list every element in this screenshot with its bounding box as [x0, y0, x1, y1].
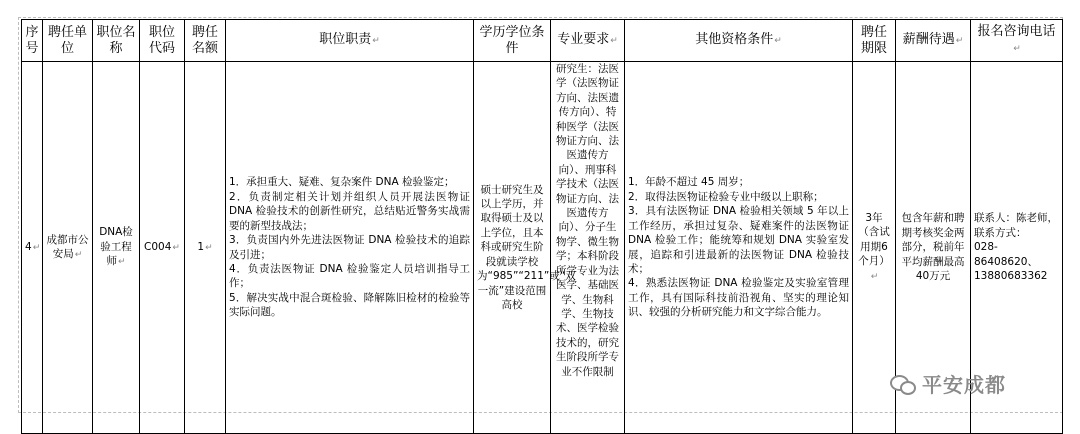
requirement-item: 4．熟悉法医物证 DNA 检验鉴定及实验室管理工作，具有国际科技前沿视角、坚实的理论知识、较强的分析研究能力和文字综合能力。	[628, 277, 849, 319]
watermark	[890, 369, 1006, 398]
header-contact: 报名咨询电话↵	[971, 20, 1063, 62]
contact-phones: 028-86408620、13880683362	[974, 241, 1048, 283]
requirement-item: 3．具有法医物证 DNA 检验相关领域 5 年以上工作经历，承担过复杂、疑难案件的法医物证 DNA 检验工作；能统筹和规划 DNA 实验室发展，追踪和引进最新的法医物证 DNA 检验技术；	[628, 205, 849, 275]
duty-item: 4．负责法医物证 DNA 检验鉴定人员培训指导工作；	[229, 262, 470, 290]
requirement-item: 1．年龄不超过 45 周岁；	[628, 176, 750, 189]
header-salary: 薪酬待遇↵	[896, 20, 971, 62]
duty-item: 3．负责国内外先进法医物证 DNA 检验技术的追踪及引进；	[229, 234, 470, 261]
cell-duties	[226, 62, 474, 434]
header-position: 职位名称	[93, 20, 140, 62]
cell-unit: 成都市公安局↵	[43, 62, 93, 434]
header-code: 职位代码	[140, 20, 185, 62]
cell-major: 研究生：法医学（法医物证方向、法医遗传方向）、特种医学（法医物证方向、法医遗传方向）、刑事科学技术（法医物证方向、法医遗传方向）、分子生物学、微生物学；本科阶段所学专业为法医学、基础医学、生物科学、生物技术、医学检验技术的，研究生阶段所学专业不作限制	[551, 62, 625, 434]
wechat-icon	[890, 374, 916, 394]
cell-position: DNA检验工程师↵	[93, 62, 140, 434]
header-quota: 聘任名额	[185, 20, 226, 62]
cell-education: 硕士研究生及以上学历，并取得硕士及以上学位，且本科或研究生阶段就读学校为“985”“211”或“双一流”建设范围高校	[474, 62, 551, 434]
header-education: 学历学位条件	[474, 20, 551, 62]
requirement-item: 2．取得法医物证检验专业中级以上职称；	[628, 190, 824, 203]
header-other: 其他资格条件↵	[625, 20, 853, 62]
cell-salary: 包含年薪和聘期考核奖金两部分，税前年平均薪酬最高40万元	[896, 62, 971, 434]
contact-method: 联系方式：	[974, 226, 1027, 239]
header-term: 聘任期限	[853, 20, 896, 62]
contact-person: 联系人：陈老师，	[974, 212, 1058, 225]
cell-seq: 4↵	[22, 62, 43, 434]
cell-quota: 1↵	[185, 62, 226, 434]
duty-item: 5．解决实战中混合斑检验、降解陈旧检材的检验等实际问题。	[229, 291, 470, 319]
duty-item: 1．承担重大、疑难、复杂案件 DNA 检验鉴定；	[229, 176, 455, 189]
header-major: 专业要求↵	[551, 20, 625, 62]
header-row	[22, 20, 1063, 62]
duty-item: 2．负责制定相关计划并组织人员开展法医物证 DNA 检验技术的创新性研究，总结贴近警务实战需要的新型技战法；	[229, 190, 470, 232]
cell-code: C004↵	[140, 62, 185, 434]
header-duties: 职位职责↵	[226, 20, 474, 62]
header-unit: 聘任单位	[43, 20, 93, 62]
header-seq: 序号	[22, 20, 43, 62]
watermark-text: 平安成都	[922, 373, 1006, 397]
cell-other	[625, 62, 853, 434]
cell-term: 3年（含试用期6个月）↵	[853, 62, 896, 434]
